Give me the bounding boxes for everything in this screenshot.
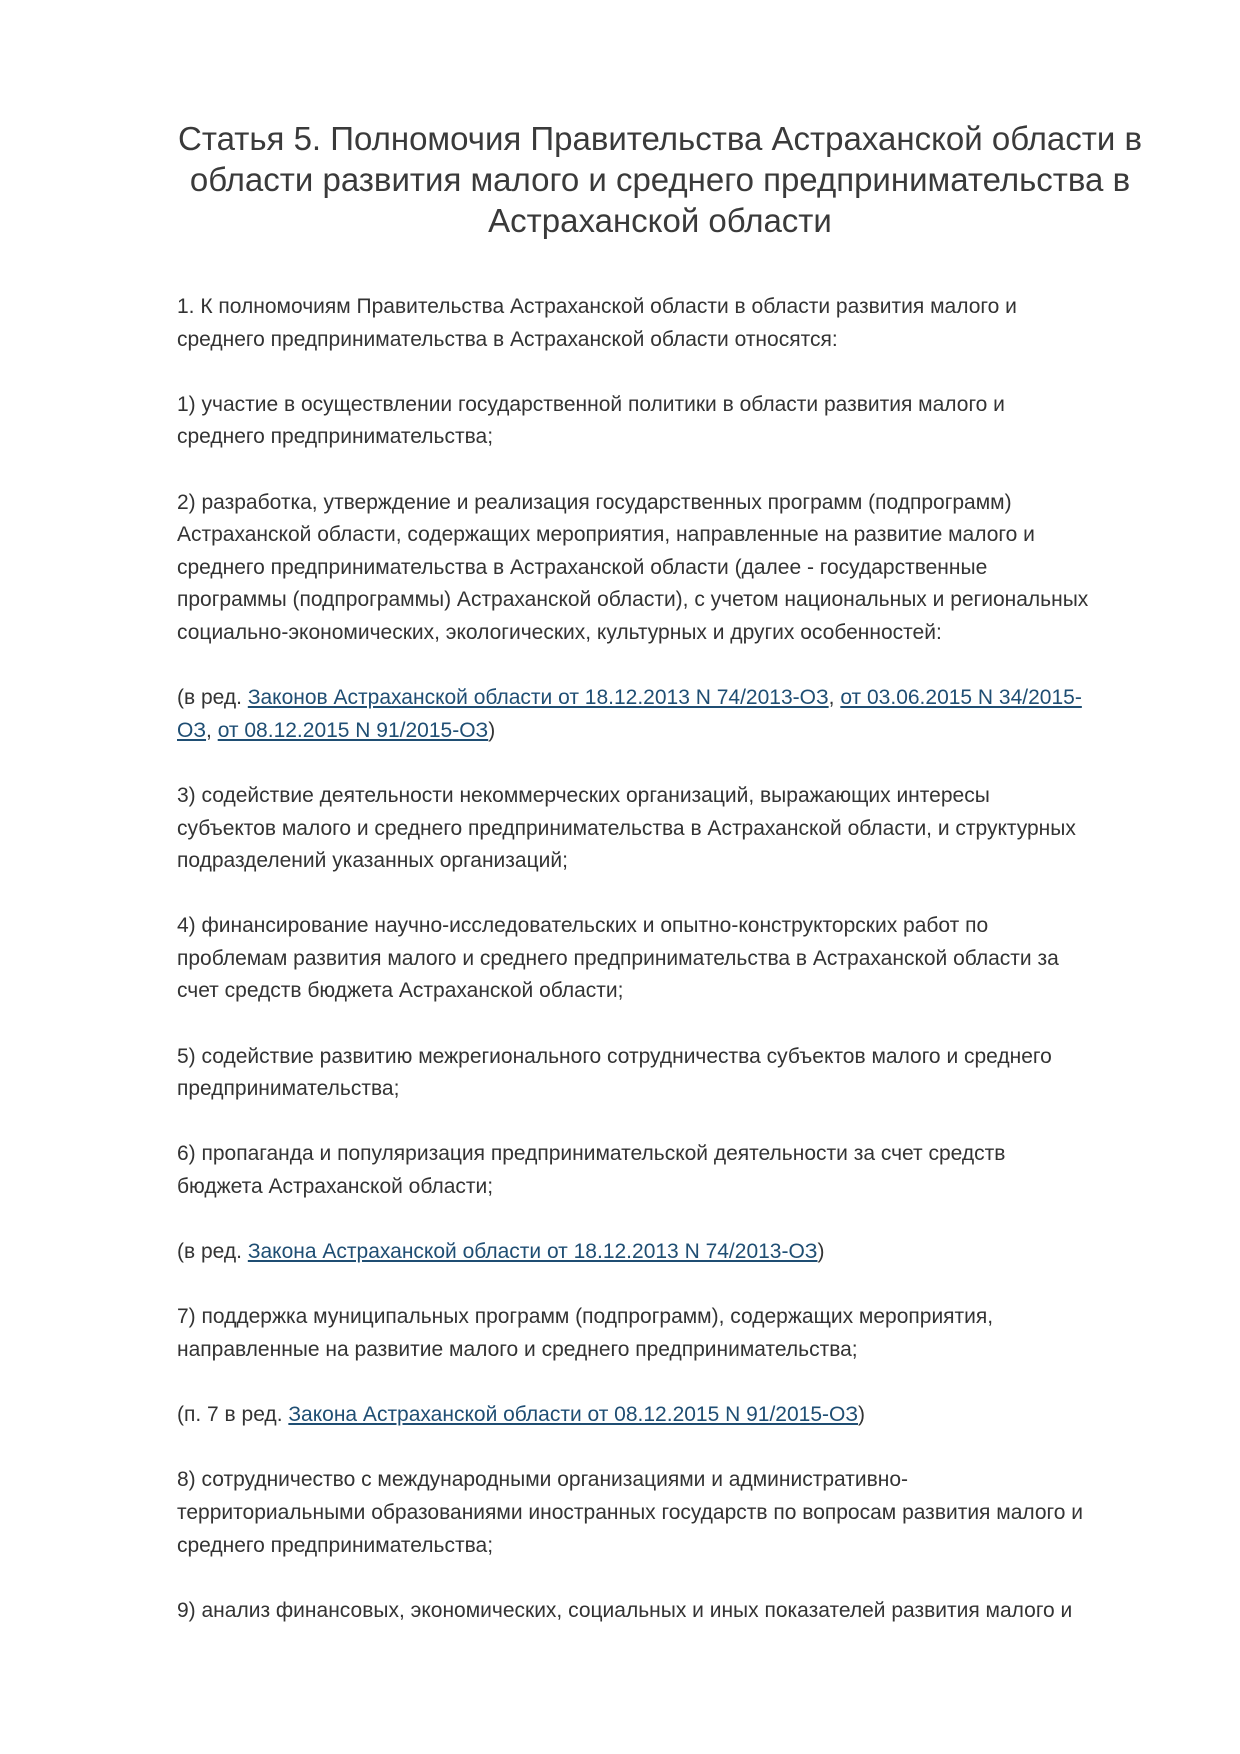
text-line: счет средств бюджета Астраханской области; xyxy=(177,979,624,1003)
text-line: направленные на развитие малого и среднего предпринимательства; xyxy=(177,1338,858,1361)
text-line: 9) анализ финансовых, экономических, социальных и иных показателей развития малого и xyxy=(177,1598,1073,1622)
title-line: Астраханской области xyxy=(488,202,832,239)
text-line xyxy=(177,682,1167,715)
paragraph-intro xyxy=(177,291,1167,356)
paragraph-item-4 xyxy=(177,910,1167,1008)
text-line: среднего предпринимательства; xyxy=(177,1533,494,1557)
amendment-note-2 xyxy=(177,1236,1167,1269)
paragraph-item-5 xyxy=(177,1041,1167,1106)
text-line: предпринимательства; xyxy=(177,1077,400,1101)
separator: , xyxy=(206,718,218,742)
law-link-2013-74[interactable]: Законов Астраханской области от 18.12.2013 N 74/2013-ОЗ xyxy=(247,686,829,710)
amendment-suffix: ) xyxy=(858,1403,866,1427)
text-line: 2) разработка, утверждение и реализация государственных программ (подпрограмм) xyxy=(177,490,1012,514)
amendment-prefix: (в ред. xyxy=(177,1240,248,1264)
text-line: программы (подпрограммы) Астраханской области), с учетом национальных и региональных xyxy=(177,588,1089,612)
amendment-suffix: ) xyxy=(817,1240,825,1264)
amendment-prefix: (в ред. xyxy=(177,686,248,710)
law-link-2015-91[interactable]: от 08.12.2015 N 91/2015-ОЗ xyxy=(217,718,489,742)
amendment-prefix: (п. 7 в ред. xyxy=(177,1403,289,1427)
paragraph-item-9 xyxy=(177,1595,1167,1628)
paragraph-item-1 xyxy=(177,389,1167,454)
title-line: Статья 5. Полномочия Правительства Астраханской области в xyxy=(178,120,1142,157)
text-line: 7) поддержка муниципальных программ (подпрограмм), содержащих мероприятия, xyxy=(177,1305,994,1329)
text-line: субъектов малого и среднего предпринимательства в Астраханской области, и структурных xyxy=(177,816,1076,840)
article-body xyxy=(177,291,1167,1660)
paragraph-item-2 xyxy=(177,487,1167,650)
text-line: 3) содействие деятельности некоммерческих организаций, выражающих интересы xyxy=(177,783,990,807)
law-link-2015-34-part1[interactable]: от 03.06.2015 N 34/2015- xyxy=(840,686,1082,710)
text-line: 5) содействие развитию межрегионального сотрудничества субъектов малого и среднего xyxy=(177,1044,1052,1068)
paragraph-item-8 xyxy=(177,1464,1167,1562)
text-line: среднего предпринимательства в Астраханской области относятся: xyxy=(177,327,838,351)
amendment-suffix: ) xyxy=(488,718,496,742)
text-line xyxy=(177,715,1167,748)
text-line: 8) сотрудничество с международными организациями и административно- xyxy=(177,1468,909,1492)
title-line: области развития малого и среднего предпринимательства в xyxy=(189,161,1131,198)
text-line: социально-экономических, экологических, культурных и других особенностей: xyxy=(177,620,942,644)
text-line: среднего предпринимательства; xyxy=(177,425,494,449)
law-link-2015-34-part2[interactable]: ОЗ xyxy=(177,718,207,742)
paragraph-item-7 xyxy=(177,1301,1167,1366)
separator: , xyxy=(828,686,841,710)
amendment-note-3 xyxy=(177,1399,1167,1432)
paragraph-item-3 xyxy=(177,780,1167,878)
text-line: проблемам развития малого и среднего предпринимательства в Астраханской области за xyxy=(177,946,1059,970)
text-line xyxy=(177,1399,1167,1432)
law-link-2015-91[interactable]: Закона Астраханской области от 08.12.2015 N 91/2015-ОЗ xyxy=(288,1403,859,1427)
text-line: 1) участие в осуществлении государственной политики в области развития малого и xyxy=(177,392,1005,416)
text-line: 1. К полномочиям Правительства Астраханской области в области развития малого и xyxy=(177,295,1017,318)
text-line xyxy=(177,1236,1167,1269)
amendment-note-1 xyxy=(177,682,1167,747)
text-line: среднего предпринимательства в Астраханской области (далее - государственные xyxy=(177,555,988,579)
text-line: Астраханской области, содержащих мероприятия, направленные на развитие малого и xyxy=(177,523,1035,547)
article-title xyxy=(160,118,1160,241)
paragraph-item-6 xyxy=(177,1138,1167,1203)
law-link-2013-74[interactable]: Закона Астраханской области от 18.12.2013 N 74/2013-ОЗ xyxy=(247,1240,818,1264)
text-line: 6) пропаганда и популяризация предпринимательской деятельности за счет средств xyxy=(177,1142,1006,1166)
text-line: бюджета Астраханской области; xyxy=(177,1175,494,1199)
text-line: 4) финансирование научно-исследовательских и опытно-конструкторских работ по xyxy=(177,914,989,938)
text-line: территориальными образованиями иностранных государств по вопросам развития малого и xyxy=(177,1500,1083,1524)
text-line: подразделений указанных организаций; xyxy=(177,849,568,873)
